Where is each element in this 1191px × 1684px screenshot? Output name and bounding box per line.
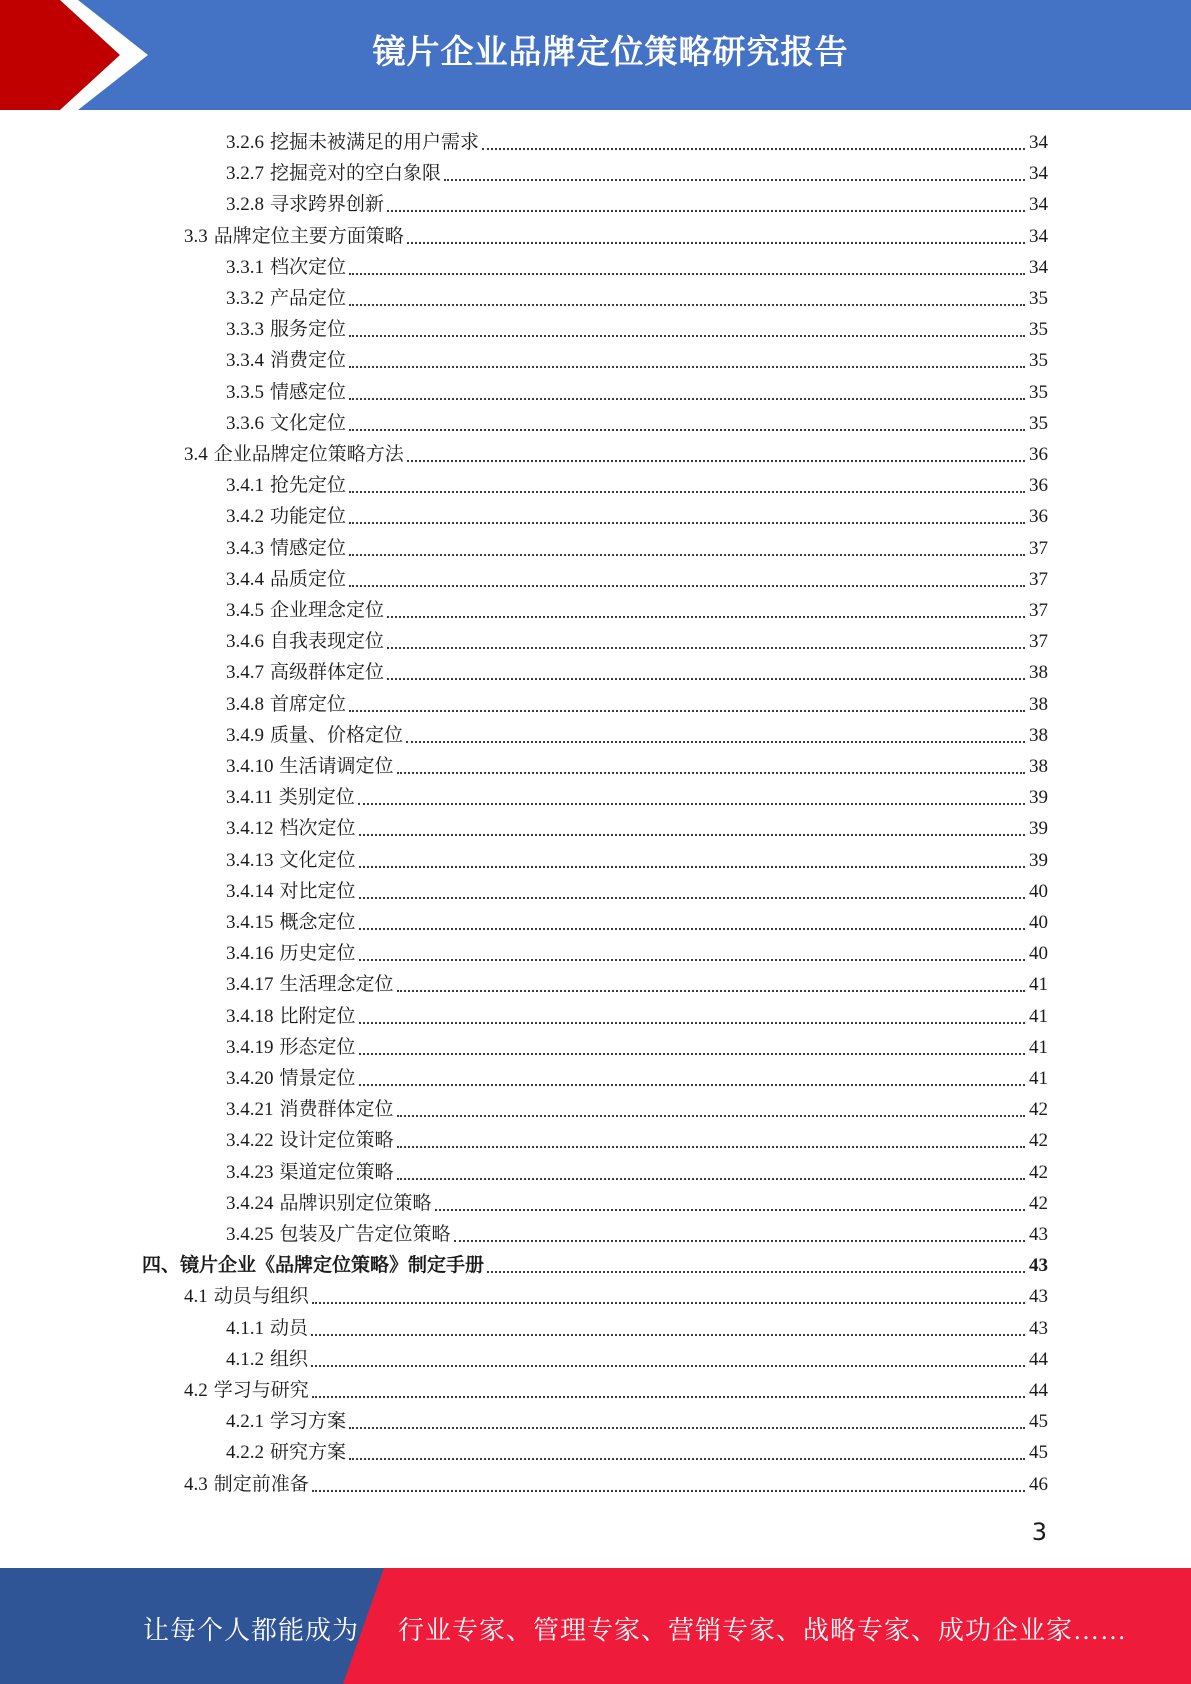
toc-leader-dots xyxy=(349,428,1025,431)
toc-entry-page: 41 xyxy=(1029,1036,1048,1058)
footer-slogan-right: 行业专家、管理专家、营销专家、战略专家、成功企业家…… xyxy=(398,1616,1128,1645)
toc-entry[interactable] xyxy=(226,782,1048,813)
toc-entry-page: 37 xyxy=(1029,631,1048,653)
toc-entry-page: 34 xyxy=(1029,194,1048,216)
toc-entry-number: 3.3.5 xyxy=(226,381,264,403)
toc-entry-number: 4.2.1 xyxy=(226,1411,264,1433)
toc-entry-title: 文化定位 xyxy=(270,412,347,434)
toc-entry-page: 38 xyxy=(1029,724,1048,746)
toc-entry-page: 44 xyxy=(1029,1380,1048,1401)
footer-slogan-left: 让每个人都能成为 xyxy=(143,1616,360,1645)
toc-entry[interactable] xyxy=(184,1469,1048,1500)
toc-entry-title: 服务定位 xyxy=(270,319,347,341)
toc-leader-dots xyxy=(359,1021,1025,1024)
toc-entry-title: 概念定位 xyxy=(279,912,356,933)
page-number: 3 xyxy=(1031,1518,1047,1546)
toc-leader-dots xyxy=(482,147,1025,150)
toc-entry[interactable] xyxy=(226,1406,1048,1437)
toc-entry[interactable] xyxy=(226,657,1048,688)
toc-entry-number: 3.4.5 xyxy=(226,600,264,621)
toc-entry-page: 45 xyxy=(1029,1411,1048,1433)
toc-entry-title: 情感定位 xyxy=(270,381,347,403)
toc-leader-dots xyxy=(349,397,1025,400)
toc-entry-title: 历史定位 xyxy=(279,943,356,965)
toc-entry-page: 34 xyxy=(1029,132,1048,153)
toc-leader-dots xyxy=(349,334,1025,337)
toc-entry-title: 情景定位 xyxy=(279,1068,356,1089)
toc-entry[interactable] xyxy=(226,1437,1048,1468)
toc-entry[interactable] xyxy=(184,1281,1048,1312)
toc-leader-dots xyxy=(359,896,1025,899)
toc-leader-dots xyxy=(312,1395,1025,1398)
toc-entry[interactable] xyxy=(226,158,1048,189)
toc-entry[interactable] xyxy=(226,938,1048,969)
toc-entry-title: 企业品牌定位策略方法 xyxy=(213,444,404,465)
toc-entry-number: 3.4.13 xyxy=(226,849,274,871)
toc-entry[interactable] xyxy=(226,533,1048,564)
toc-entry-number: 4.3 xyxy=(184,1473,208,1495)
toc-leader-dots xyxy=(349,584,1025,587)
toc-entry-number: 3.4.12 xyxy=(226,818,274,840)
toc-entry-title: 生活请调定位 xyxy=(279,756,394,777)
toc-entry-number: 3.4.17 xyxy=(226,974,274,996)
toc-entry-number: 3.4.19 xyxy=(226,1036,274,1058)
toc-entry-number: 3.2.7 xyxy=(226,163,264,185)
toc-entry[interactable] xyxy=(226,470,1048,501)
toc-entry[interactable] xyxy=(226,1125,1048,1156)
toc-entry[interactable] xyxy=(226,314,1048,345)
toc-leader-dots xyxy=(397,1114,1025,1117)
toc-entry-title: 企业理念定位 xyxy=(270,600,385,621)
toc-entry-number: 3.3.6 xyxy=(226,412,264,434)
toc-leader-dots xyxy=(312,1489,1025,1492)
toc-leader-dots xyxy=(487,1270,1025,1273)
toc-entry[interactable] xyxy=(226,501,1048,532)
toc-entry-number: 3.4.7 xyxy=(226,662,264,684)
toc-leader-dots xyxy=(349,365,1025,368)
toc-leader-dots xyxy=(454,1239,1025,1242)
toc-entry-number: 3.3 xyxy=(184,225,208,247)
toc-entry-title: 品牌识别定位策略 xyxy=(279,1192,432,1214)
toc-leader-dots xyxy=(311,1333,1025,1336)
toc-entry-number: 4.2 xyxy=(184,1380,208,1401)
toc-entry-page: 40 xyxy=(1029,880,1048,902)
toc-entry-number: 3.4.3 xyxy=(226,537,264,559)
toc-entry-title: 对比定位 xyxy=(279,880,356,902)
toc-entry-title: 制定前准备 xyxy=(213,1473,309,1495)
toc-entry[interactable] xyxy=(226,408,1048,439)
toc-entry-number: 3.4.21 xyxy=(226,1099,274,1121)
toc-entry-page: 43 xyxy=(1029,1224,1048,1245)
toc-entry[interactable] xyxy=(226,1188,1048,1219)
toc-entry[interactable] xyxy=(226,127,1048,158)
toc-entry-page: 46 xyxy=(1029,1473,1048,1495)
toc-entry-page: 36 xyxy=(1029,506,1048,528)
toc-entry[interactable] xyxy=(226,720,1048,751)
toc-leader-dots xyxy=(349,490,1025,493)
toc-entry[interactable] xyxy=(226,283,1048,314)
toc-entry-page: 41 xyxy=(1029,1005,1048,1027)
toc-entry-number: 4.1.2 xyxy=(226,1348,264,1370)
toc-entry-page: 38 xyxy=(1029,693,1048,715)
toc-leader-dots xyxy=(359,958,1025,961)
toc-leader-dots xyxy=(349,1457,1025,1460)
document-title: 镜片企业品牌定位策略研究报告 xyxy=(372,32,849,71)
toc-entry-page: 43 xyxy=(1029,1317,1048,1339)
toc-entry-number: 3.2.6 xyxy=(226,132,264,153)
toc-entry-title: 渠道定位策略 xyxy=(279,1161,394,1183)
toc-entry-page: 40 xyxy=(1029,943,1048,965)
toc-entry-title: 比附定位 xyxy=(279,1005,356,1027)
toc-entry-page: 44 xyxy=(1029,1348,1048,1370)
toc-entry[interactable] xyxy=(184,439,1048,470)
toc-leader-dots xyxy=(387,615,1025,618)
toc-entry-title: 质量、价格定位 xyxy=(270,724,404,746)
toc-leader-dots xyxy=(444,178,1025,181)
toc-leader-dots xyxy=(349,272,1025,275)
toc-entry-number: 3.3.1 xyxy=(226,256,264,278)
toc-leader-dots xyxy=(359,927,1025,930)
toc-entry-number: 3.4.14 xyxy=(226,880,274,902)
toc-entry[interactable] xyxy=(226,969,1048,1000)
toc-entry-page: 35 xyxy=(1029,350,1048,372)
toc-entry-title: 学习方案 xyxy=(270,1411,347,1433)
toc-leader-dots xyxy=(406,740,1025,743)
toc-leader-dots xyxy=(349,1426,1025,1429)
toc-leader-dots xyxy=(387,677,1025,680)
toc-entry-title: 动员与组织 xyxy=(213,1286,309,1308)
toc-entry-title: 抢先定位 xyxy=(270,475,347,497)
toc-entry-title: 首席定位 xyxy=(270,693,347,715)
toc-leader-dots xyxy=(311,1364,1025,1367)
toc-leader-dots xyxy=(349,709,1025,712)
toc-entry-number: 3.2.8 xyxy=(226,194,264,216)
toc-entry-page: 42 xyxy=(1029,1192,1048,1214)
toc-entry[interactable] xyxy=(226,189,1048,220)
toc-leader-dots xyxy=(349,303,1025,306)
toc-entry[interactable] xyxy=(226,252,1048,283)
toc-leader-dots xyxy=(397,771,1025,774)
toc-entry-title: 自我表现定位 xyxy=(270,631,385,653)
toc-entry[interactable] xyxy=(226,845,1048,876)
toc-entry-title: 文化定位 xyxy=(279,849,356,871)
toc-entry-title: 生活理念定位 xyxy=(279,974,394,996)
toc-entry-number: 3.4.24 xyxy=(226,1192,274,1214)
toc-entry-number: 3.3.3 xyxy=(226,319,264,341)
toc-entry[interactable] xyxy=(226,1032,1048,1063)
toc-leader-dots xyxy=(407,459,1025,462)
toc-entry-page: 37 xyxy=(1029,568,1048,590)
page-footer xyxy=(0,1568,1191,1684)
toc-entry-title: 形态定位 xyxy=(279,1036,356,1058)
toc-entry-page: 35 xyxy=(1029,319,1048,341)
toc-entry-page: 36 xyxy=(1029,444,1048,465)
toc-entry-number: 3.4.16 xyxy=(226,943,274,965)
toc-entry-page: 43 xyxy=(1029,1255,1048,1277)
toc-entry-page: 38 xyxy=(1029,756,1048,777)
toc-entry-title: 挖掘未被满足的用户需求 xyxy=(270,132,480,153)
toc-entry-page: 43 xyxy=(1029,1286,1048,1308)
toc-entry-page: 40 xyxy=(1029,912,1048,933)
toc-entry[interactable] xyxy=(184,1375,1048,1406)
toc-entry-page: 35 xyxy=(1029,412,1048,434)
toc-entry-title: 高级群体定位 xyxy=(270,662,385,684)
toc-entry-page: 36 xyxy=(1029,475,1048,497)
toc-entry-title: 消费群体定位 xyxy=(279,1099,394,1121)
toc-leader-dots xyxy=(359,1083,1025,1086)
toc-leader-dots xyxy=(359,1052,1025,1055)
toc-entry-number: 3.4.4 xyxy=(226,568,264,590)
toc-entry-title: 情感定位 xyxy=(270,537,347,559)
toc-entry-title: 寻求跨界创新 xyxy=(270,194,385,216)
toc-entry-title: 组织 xyxy=(270,1348,309,1370)
toc-entry[interactable] xyxy=(226,1063,1048,1094)
toc-entry-page: 37 xyxy=(1029,537,1048,559)
toc-entry-page: 39 xyxy=(1029,818,1048,840)
toc-entry-page: 37 xyxy=(1029,600,1048,621)
toc-entry-title: 挖掘竞对的空白象限 xyxy=(270,163,442,185)
toc-entry[interactable] xyxy=(226,1313,1048,1344)
toc-entry[interactable] xyxy=(142,1250,1048,1281)
toc-entry-number: 3.4.18 xyxy=(226,1005,274,1027)
toc-entry-title: 设计定位策略 xyxy=(279,1130,394,1152)
toc-entry-title: 档次定位 xyxy=(279,818,356,840)
toc-entry-number: 3.4.1 xyxy=(226,475,264,497)
toc-entry[interactable] xyxy=(226,1344,1048,1375)
toc-entry-title: 消费定位 xyxy=(270,350,347,372)
toc-leader-dots xyxy=(397,989,1025,992)
toc-entry-page: 39 xyxy=(1029,787,1048,809)
toc-leader-dots xyxy=(349,553,1025,556)
toc-entry[interactable] xyxy=(184,221,1048,252)
toc-entry-number: 4.1.1 xyxy=(226,1317,264,1339)
toc-entry-number: 4.1 xyxy=(184,1286,208,1308)
toc-entry[interactable] xyxy=(226,1094,1048,1125)
toc-entry[interactable] xyxy=(226,1219,1048,1250)
toc-entry-number: 3.3.4 xyxy=(226,350,264,372)
toc-entry-number: 3.4.22 xyxy=(226,1130,274,1152)
toc-entry-number: 3.4.2 xyxy=(226,506,264,528)
toc-leader-dots xyxy=(387,209,1025,212)
toc-entry-title: 品质定位 xyxy=(270,568,347,590)
toc-entry-page: 42 xyxy=(1029,1130,1048,1152)
toc-leader-dots xyxy=(435,1208,1025,1211)
toc-entry[interactable] xyxy=(226,751,1048,782)
toc-entry-number: 3.4.9 xyxy=(226,724,264,746)
toc-entry[interactable] xyxy=(226,595,1048,626)
toc-entry-page: 34 xyxy=(1029,163,1048,185)
toc-entry-title: 产品定位 xyxy=(270,288,347,309)
toc-entry[interactable] xyxy=(226,345,1048,376)
toc-entry-number: 3.4.10 xyxy=(226,756,274,777)
toc-entry[interactable] xyxy=(226,1001,1048,1032)
toc-entry-number: 3.4 xyxy=(184,444,208,465)
toc-entry-title: 品牌定位主要方面策略 xyxy=(213,225,404,247)
toc-entry-title: 四、镜片企业《品牌定位策略》制定手册 xyxy=(142,1255,485,1277)
toc-entry-number: 3.4.23 xyxy=(226,1161,274,1183)
toc-entry-number: 4.2.2 xyxy=(226,1442,264,1464)
toc-entry-page: 35 xyxy=(1029,288,1048,309)
toc-entry-page: 39 xyxy=(1029,849,1048,871)
toc-leader-dots xyxy=(407,241,1025,244)
toc-entry[interactable] xyxy=(226,813,1048,844)
toc-leader-dots xyxy=(358,802,1025,805)
toc-entry-number: 3.4.8 xyxy=(226,693,264,715)
toc-entry-title: 研究方案 xyxy=(270,1442,347,1464)
toc-leader-dots xyxy=(387,646,1025,649)
toc-entry[interactable] xyxy=(226,626,1048,657)
page-header xyxy=(0,0,1191,110)
toc-entry-title: 学习与研究 xyxy=(213,1380,309,1401)
toc-entry[interactable] xyxy=(226,377,1048,408)
toc-leader-dots xyxy=(349,521,1025,524)
toc-entry-page: 41 xyxy=(1029,1068,1048,1089)
toc-entry-title: 包装及广告定位策略 xyxy=(279,1224,451,1245)
toc-entry-page: 34 xyxy=(1029,256,1048,278)
toc-entry-number: 3.4.15 xyxy=(226,912,274,933)
toc-leader-dots xyxy=(359,833,1025,836)
toc-entry[interactable] xyxy=(226,907,1048,938)
toc-entry-number: 3.4.20 xyxy=(226,1068,274,1089)
toc-entry[interactable] xyxy=(226,1157,1048,1188)
toc-leader-dots xyxy=(397,1145,1025,1148)
toc-entry-title: 档次定位 xyxy=(270,256,347,278)
toc-entry-page: 35 xyxy=(1029,381,1048,403)
toc-entry-number: 3.4.25 xyxy=(226,1224,274,1245)
toc-entry-number: 3.4.11 xyxy=(226,787,273,809)
toc-leader-dots xyxy=(312,1301,1025,1304)
toc-entry-title: 功能定位 xyxy=(270,506,347,528)
toc-entry-page: 34 xyxy=(1029,225,1048,247)
toc-entry-number: 3.3.2 xyxy=(226,288,264,309)
toc-entry-page: 41 xyxy=(1029,974,1048,996)
toc-leader-dots xyxy=(359,865,1025,868)
toc-entry-page: 42 xyxy=(1029,1161,1048,1183)
toc-entry-page: 45 xyxy=(1029,1442,1048,1464)
toc-entry-page: 38 xyxy=(1029,662,1048,684)
toc-entry-title: 动员 xyxy=(270,1317,309,1339)
toc-entry-number: 3.4.6 xyxy=(226,631,264,653)
toc-entry-page: 42 xyxy=(1029,1099,1048,1121)
toc-entry[interactable] xyxy=(226,689,1048,720)
toc-entry[interactable] xyxy=(226,876,1048,907)
toc-entry-title: 类别定位 xyxy=(278,787,355,809)
toc-entry[interactable] xyxy=(226,564,1048,595)
toc-leader-dots xyxy=(397,1177,1025,1180)
